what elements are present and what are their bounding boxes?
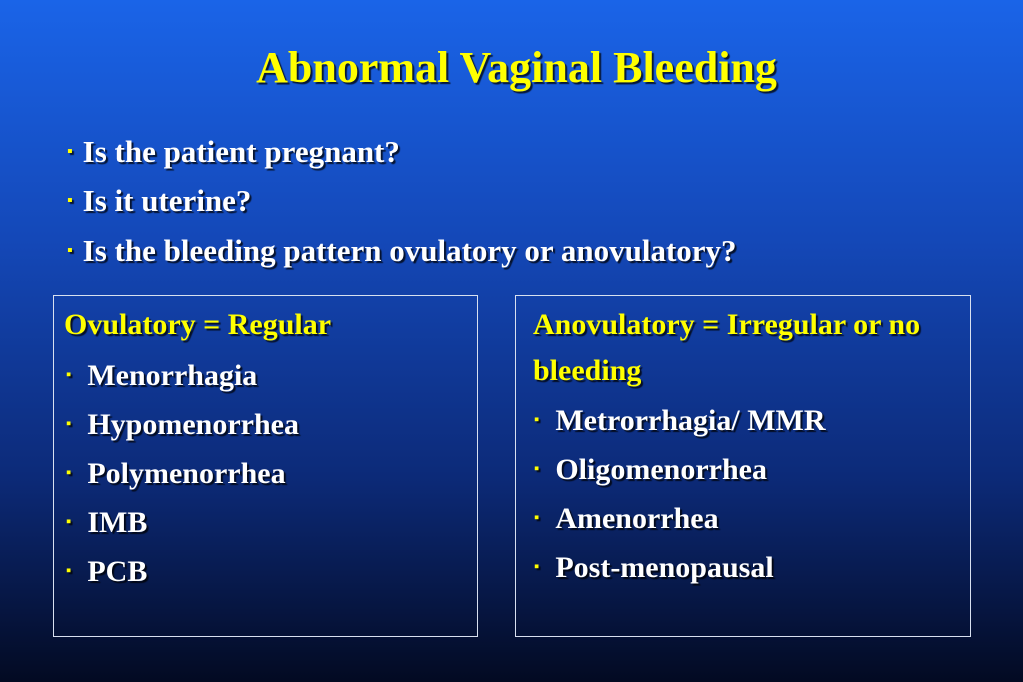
anovulatory-heading: Anovulatory = Irregular or no bleeding: [533, 308, 921, 387]
list-item-label: Post-menopausal: [555, 551, 774, 584]
square-bullet-icon: ▪: [66, 563, 72, 579]
list-item: [66, 498, 299, 547]
list-item-label: Amenorrhea: [555, 502, 719, 535]
ovulatory-list: [66, 351, 299, 596]
square-bullet-icon: ▪: [67, 143, 73, 160]
list-item-label: PCB: [87, 555, 148, 588]
list-item: [534, 543, 826, 592]
list-item: [66, 400, 299, 449]
square-bullet-icon: ▪: [66, 514, 72, 530]
list-item: [534, 445, 826, 494]
anovulatory-list: [534, 396, 826, 592]
list-item: [66, 449, 299, 498]
square-bullet-icon: ▪: [66, 465, 72, 481]
list-item: [66, 351, 299, 400]
ovulatory-heading: Ovulatory = Regular: [64, 308, 332, 341]
square-bullet-icon: ▪: [67, 242, 73, 259]
list-item: [534, 396, 826, 445]
square-bullet-icon: ▪: [534, 461, 540, 477]
square-bullet-icon: ▪: [534, 412, 540, 428]
list-item: [66, 547, 299, 596]
question-text: Is the bleeding pattern ovulatory or anovulatory?: [82, 233, 737, 268]
list-item-label: IMB: [87, 506, 148, 539]
list-item-label: Hypomenorrhea: [87, 408, 299, 441]
question-text: Is it uterine?: [82, 183, 252, 218]
square-bullet-icon: ▪: [67, 192, 73, 209]
question-text: Is the patient pregnant?: [82, 134, 400, 169]
anovulatory-box: [515, 295, 971, 637]
list-item: [534, 494, 826, 543]
square-bullet-icon: ▪: [66, 367, 72, 383]
question-pregnant: [67, 134, 400, 170]
square-bullet-icon: ▪: [534, 559, 540, 575]
slide-title: Abnormal Vaginal Bleeding: [256, 43, 777, 92]
list-item-label: Menorrhagia: [87, 359, 258, 392]
question-uterine: [67, 183, 251, 219]
list-item-label: Polymenorrhea: [87, 457, 286, 490]
ovulatory-box: [53, 295, 478, 637]
square-bullet-icon: ▪: [66, 416, 72, 432]
question-bleeding-pattern: [67, 233, 737, 269]
list-item-label: Oligomenorrhea: [555, 453, 767, 486]
list-item-label: Metrorrhagia/ MMR: [555, 404, 826, 437]
square-bullet-icon: ▪: [534, 510, 540, 526]
